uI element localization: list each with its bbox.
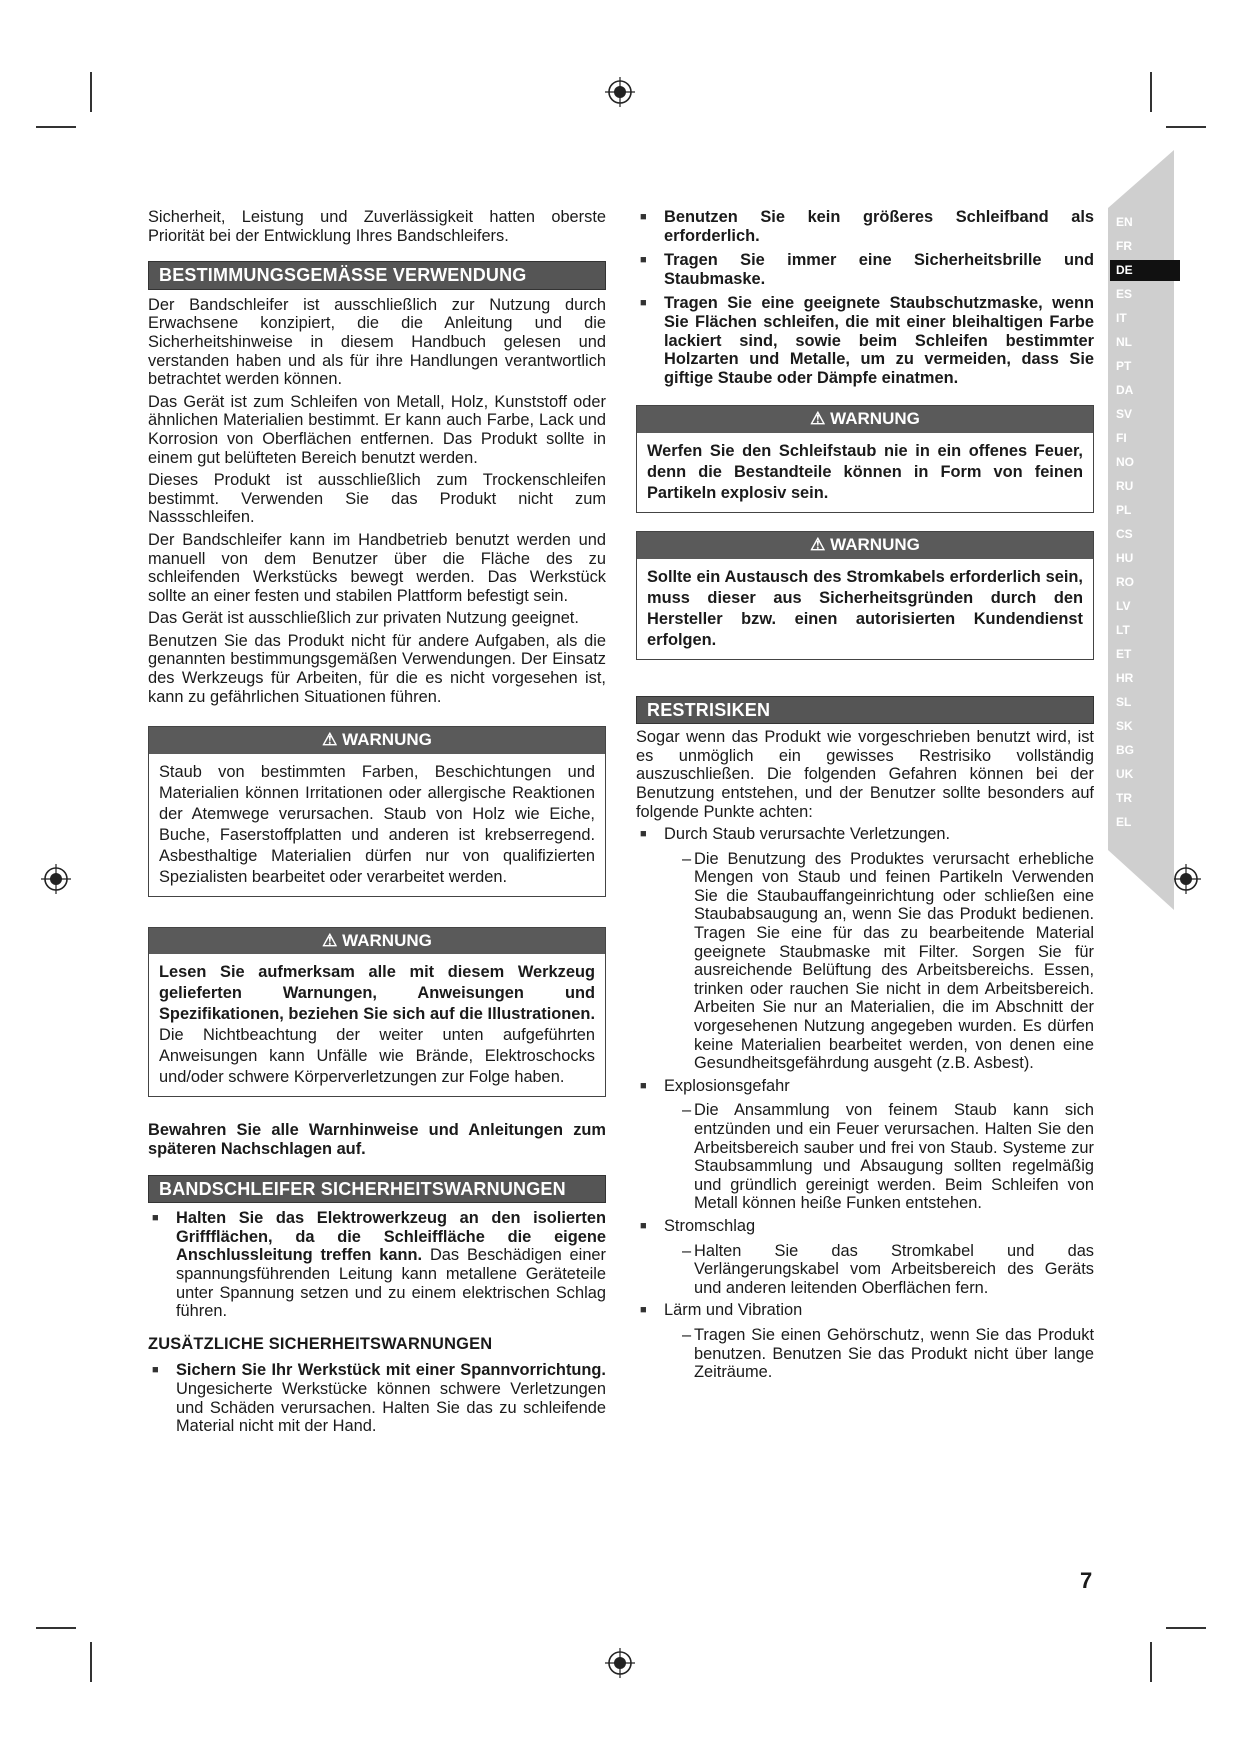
list-item-bold: Sichern Sie Ihr Werkstück mit einer Spannvorrichtung.	[176, 1361, 606, 1380]
warning-body-text: Die Nichtbeachtung der weiter unten aufgeführten Anweisungen kann Unfälle wie Brände, Elektroschocks und/oder schwere Körperverletzungen zur Folge haben.	[159, 1026, 595, 1087]
crop-mark	[1166, 1627, 1206, 1629]
paragraph: Benutzen Sie das Produkt nicht für andere Aufgaben, als die genannten bestimmungsgemäßen Verwendungen. Der Einsatz des Werkzeugs für Arbeiten, für die es nicht vorgesehen ist, kann zu gefährlichen Situationen führen.	[148, 631, 606, 706]
warning-box-power-cable	[636, 531, 1094, 660]
language-tab-it[interactable]: IT	[1116, 311, 1127, 325]
risk-detail	[636, 1326, 1094, 1382]
warning-icon: ⚠	[322, 930, 338, 950]
language-tab-et[interactable]: ET	[1116, 647, 1132, 661]
list-item-text: Ungesicherte Werkstücke können schwere Verletzungen und Schäden verursachen. Halten Sie das zu schleifende Material nicht mit der Hand.	[176, 1379, 606, 1436]
warning-box-fire	[636, 405, 1094, 513]
language-tab-fi[interactable]: FI	[1116, 431, 1127, 445]
language-tab-fr[interactable]: FR	[1116, 239, 1132, 253]
dash-marker: –	[682, 1325, 692, 1344]
list-item	[148, 1209, 606, 1321]
language-tab-en[interactable]: EN	[1116, 215, 1133, 229]
risk-title: ■ Lärm und Vibration	[636, 1301, 1094, 1320]
list-item: ■ Benutzen Sie kein größeres Schleifband als erforderlich.	[636, 208, 1094, 245]
language-tab-pt[interactable]: PT	[1116, 359, 1132, 373]
page-number: 7	[1080, 1568, 1093, 1593]
risk-detail-text: Die Benutzung des Produktes verursacht erhebliche Mengen von Staub und feinen Partikeln Verwenden Sie die Staubauffangeinrichtung oder schließen eine Staubabsaugung an, wenn Sie das Produkt bedienen. Tragen Sie eine für das zu bearbeitende Material geeignete Staubmaske mit Filter. Sorgen Sie für ausreichende Belüftung des Arbeitsbereichs. Essen, trinken oder rauchen Sie nicht in dem Arbeitsbereich. Arbeiten Sie nur an Materialien, die im Abschnitt der vorgesehenen Nutzung angegeben wurden. Es dürfen keine Materialien bearbeitet werden, von denen eine Gesundheitsgefährdung ausgeht (z.B. Asbest).	[694, 849, 1094, 1073]
language-tab-de[interactable]: DE	[1110, 260, 1180, 281]
section-heading-belt-sander-warnings: BANDSCHLEIFER SICHERHEITSWARNUNGEN	[148, 1175, 606, 1204]
registration-mark-icon	[605, 77, 635, 107]
crop-mark	[1166, 126, 1206, 128]
crop-mark	[36, 126, 76, 128]
keep-instructions-note: Bewahren Sie alle Warnhinweise und Anleitungen zum späteren Nachschlagen auf.	[148, 1121, 606, 1159]
paragraph: Der Bandschleifer kann im Handbetrieb benutzt werden und manuell von dem Benutzer über die Fläche des zu schleifenden Werkstücks bewegt werden. Das Werkstück sollte an einer festen und stabilen Plattform befestigt sein.	[148, 530, 606, 605]
warning-box-read-instructions	[148, 927, 606, 1098]
crop-mark	[1150, 72, 1152, 112]
risk-detail-text: Die Ansammlung von feinem Staub kann sich entzünden und ein Feuer verursachen. Halten Sie den Arbeitsbereich sauber und frei von Staub. Systeme zur Staubsammlung und Absaugung sollten regelmäßig und gründlich gereinigt werden. Beim Schleifen von Metall können heiße Funken entstehen.	[694, 1101, 1094, 1213]
language-tab-nl[interactable]: NL	[1116, 335, 1132, 349]
dash-marker: –	[682, 1241, 692, 1260]
language-tab-tr[interactable]: TR	[1116, 791, 1132, 805]
list-item-bold: Halten Sie das Elektrowerkzeug an den isolierten Griffflächen, da die Schleiffläche die eigene Anschlussleitung treffen kann.	[176, 1209, 606, 1265]
right-column	[636, 208, 1094, 1386]
language-tab-sl[interactable]: SL	[1116, 695, 1132, 709]
section-heading-intended-use: BESTIMMUNGSGEMÄSSE VERWENDUNG	[148, 261, 606, 290]
language-tab-cs[interactable]: CS	[1116, 527, 1133, 541]
risk-detail	[636, 850, 1094, 1073]
risk-title: ■ Stromschlag	[636, 1217, 1094, 1236]
risk-detail	[636, 1242, 1094, 1298]
warning-icon: ⚠	[810, 534, 826, 554]
language-tab-lt[interactable]: LT	[1116, 623, 1130, 637]
intro-text: Sicherheit, Leistung und Zuverlässigkeit hatten oberste Priorität bei der Entwicklung Ihres Bandschleifers.	[148, 208, 606, 245]
language-tab-sv[interactable]: SV	[1116, 407, 1133, 421]
risk-title: ■ Durch Staub verursachte Verletzungen.	[636, 825, 1094, 844]
paragraph: Dieses Produkt ist ausschließlich zum Trockenschleifen bestimmt. Verwenden Sie das Produkt nicht zum Nassschleifen.	[148, 471, 606, 527]
residual-risks-intro: Sogar wenn das Produkt wie vorgeschrieben benutzt wird, ist es unmöglich ein gewisses Restrisiko vollständig auszuschließen. Die folgenden Gefahren können bei der Benutzung entstehen, und der Benutzer sollte besonders auf folgende Punkte achten:	[636, 728, 1094, 821]
warning-icon: ⚠	[322, 730, 338, 750]
language-tab-ro[interactable]: RO	[1116, 575, 1134, 589]
language-tab-bg[interactable]: BG	[1116, 743, 1134, 757]
warning-text: Staub von bestimmten Farben, Beschichtungen und Materialien können Irritationen oder allergische Reaktionen der Atemwege verursachen. Staub von Holz wie Eiche, Buche, Faserstoffplatten und anderen ist krebserregend. Asbesthaltige Materialien dürfen nur von qualifizierten Spezialisten bearbeitet oder verarbeitet werden.	[159, 762, 595, 886]
language-tab-hu[interactable]: HU	[1116, 551, 1134, 565]
paragraph: Das Gerät ist zum Schleifen von Metall, Holz, Kunststoff oder ähnlichen Materialien bestimmt. Er kann auch Farbe, Lack und Korrosion von Oberflächen entfernen. Das Produkt sollte in einem gut belüfteten Bereich benutzt werden.	[148, 392, 606, 467]
warning-icon: ⚠	[810, 409, 826, 429]
language-tab-ru[interactable]: RU	[1116, 479, 1134, 493]
crop-mark	[36, 1627, 76, 1629]
language-tab-el[interactable]: EL	[1116, 815, 1132, 829]
warning-header	[149, 928, 605, 955]
risk-detail-text: Halten Sie das Stromkabel und das Verlängerungskabel vom Arbeitsbereich des Geräts und anderen leitenden Oberflächen fern.	[694, 1241, 1094, 1297]
risk-title: ■ Explosionsgefahr	[636, 1077, 1094, 1096]
warning-header	[149, 727, 605, 754]
warning-header	[637, 532, 1093, 559]
language-tab-lv[interactable]: LV	[1116, 599, 1131, 613]
language-tab-pl[interactable]: PL	[1116, 503, 1132, 517]
list-item-text: Das Beschädigen einer spannungsführenden Leitung kann metallene Geräteteile unter Spannung setzen und zu einem elektrischen Schlag führen.	[176, 1246, 607, 1321]
risk-detail	[636, 1101, 1094, 1213]
dash-marker: –	[682, 849, 692, 868]
warning-box-dust	[148, 726, 606, 897]
residual-risks-list	[636, 825, 1094, 1382]
dash-marker: –	[682, 1101, 692, 1120]
warning-title: WARNUNG	[342, 930, 432, 950]
paragraph: Das Gerät ist ausschließlich zur privaten Nutzung geeignet.	[148, 609, 579, 628]
language-tab-hr[interactable]: HR	[1116, 671, 1134, 685]
section-heading-residual-risks: RESTRISIKEN	[636, 696, 1094, 725]
language-tab-sk[interactable]: SK	[1116, 719, 1133, 733]
crop-mark	[90, 72, 92, 112]
intended-use-paragraphs	[148, 296, 606, 706]
crop-mark	[90, 1642, 92, 1682]
warning-title: WARNUNG	[342, 730, 432, 750]
language-tab-es[interactable]: ES	[1116, 287, 1133, 301]
warning-text: Werfen Sie den Schleifstaub nie in ein offenes Feuer, denn die Bestandteile können in Form von feinen Partikeln explosiv sein.	[647, 441, 1083, 502]
paragraph: Der Bandschleifer ist ausschließlich zur Nutzung durch Erwachsene konzipiert, die die Anleitung und die Sicherheitshinweise in diesem Handbuch gelesen und verstanden haben und als für ihre Handlungen verantwortlich betrachtet werden können.	[148, 295, 606, 389]
registration-mark-icon	[605, 1648, 635, 1678]
risk-detail-text: Tragen Sie einen Gehörschutz, wenn Sie das Produkt benutzen. Benutzen Sie das Produkt nicht über lange Zeiträume.	[694, 1325, 1094, 1382]
language-tab-no[interactable]: NO	[1116, 455, 1134, 469]
warning-text	[149, 954, 605, 1096]
list-item: ■ Tragen Sie eine geeignete Staubschutzmaske, wenn Sie Flächen schleifen, die mit einer bleihaltigen Farbe lackiert sind, sowie beim Schleifen bestimmter Holzarten und Metalle, um zu vermeiden, dass Sie giftige Staube oder Dämpfe einatmen.	[636, 294, 1094, 387]
warning-title: WARNUNG	[830, 409, 920, 429]
section-heading-additional-warnings: ZUSÄTZLICHE SICHERHEITSWARNUNGEN	[148, 1334, 493, 1353]
warning-bold-text: Lesen Sie aufmerksam alle mit diesem Werkzeug gelieferten Warnungen, Anweisungen und Spezifikationen, beziehen Sie sich auf die Illustrationen.	[159, 963, 595, 1024]
registration-mark-icon	[41, 864, 71, 894]
registration-mark-icon	[1171, 864, 1201, 894]
language-tab-da[interactable]: DA	[1116, 383, 1134, 397]
crop-mark	[1150, 1642, 1152, 1682]
warning-text: Sollte ein Austausch des Stromkabels erforderlich sein, muss dieser aus Sicherheitsgründen durch den Hersteller bzw. einen autorisierten Kundendienst erfolgen.	[647, 567, 1083, 649]
list-item	[148, 1361, 606, 1435]
right-bullet-list	[636, 208, 1094, 387]
warning-header	[637, 406, 1093, 433]
language-tab-uk[interactable]: UK	[1116, 767, 1134, 781]
list-item: ■ Tragen Sie immer eine Sicherheitsbrille und Staubmaske.	[636, 251, 1094, 288]
warning-title: WARNUNG	[830, 534, 920, 554]
left-column	[148, 208, 606, 1442]
